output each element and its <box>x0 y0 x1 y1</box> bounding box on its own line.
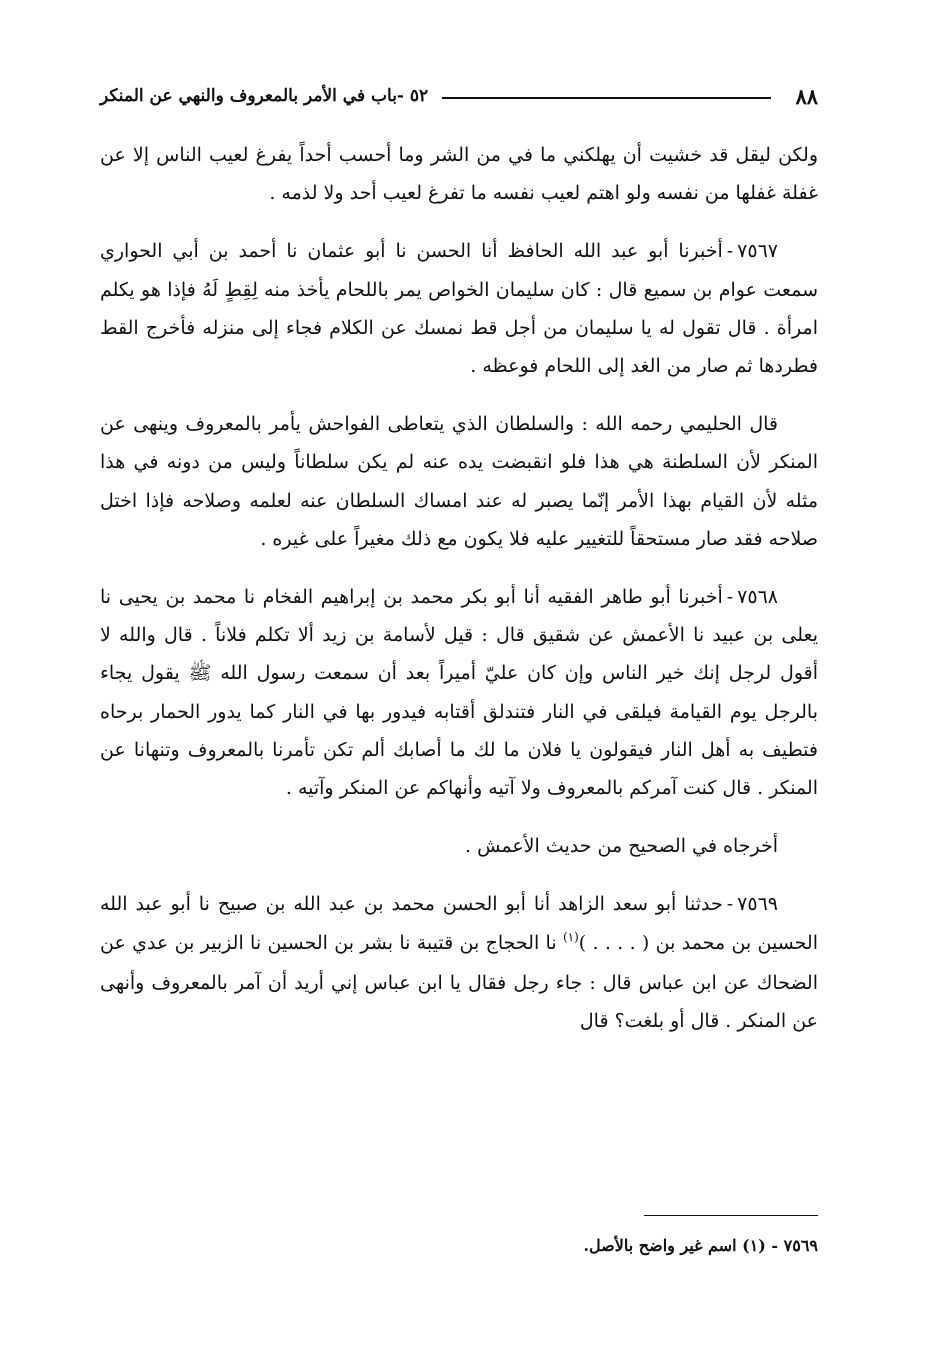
page-number: ٨٨ <box>795 83 818 109</box>
section-title: ٥٢ -باب في الأمر بالمعروف والنهي عن المنكر <box>100 86 429 106</box>
paragraph-text: ولكن ليقل قد خشيت أن يهلكني ما في من الشر وما أحسب أحداً يفرغ لعيب الناس إلا عن غفلة غفلها من نفسه ولو اهتم لعيب نفسه ما تفرغ لعيب أحد ولا لذمه . <box>100 144 818 205</box>
takhrij-note <box>100 827 818 865</box>
footnote-rule <box>644 1215 818 1216</box>
hadith-number: ٧٥٦٨ <box>737 586 778 609</box>
footnote-text: ٧٥٦٩ - (١) اسم غير واضح بالأصل. <box>583 1236 818 1255</box>
header-rule <box>442 97 771 99</box>
paragraph-text: أخرجاه في الصحيح من حديث الأعمش . <box>465 835 778 858</box>
number-separator: - <box>726 240 734 263</box>
hadith-number: ٧٥٦٩ <box>737 893 778 916</box>
number-separator: - <box>726 893 734 916</box>
hadith-text-part2: نا الحجاج بن قتيبة نا بشر بن الحسين نا الزبير بن عدي عن الضحاك عن ابن عباس قال : جاء رجل فقال يا ابن عباس إني أريد أن آمر بالمعروف وأنهى عن المنكر . قال أو بلغت؟ قال <box>100 931 818 1033</box>
hadith-7567 <box>100 232 818 385</box>
hadith-7568 <box>100 578 818 807</box>
hadith-text: أخبرنا أبو عبد الله الحافظ أنا الحسن نا أبو عثمان نا أحمد بن أبي الحواري سمعت عوام بن سميع قال : كان سليمان الخواص يمر باللحام يأخذ منه لِقِطٍ لَهُ فإذا هو يكلم امرأة . قال تقول له يا سليمان من أجل قط نمسك عن الكلام فجاء إلى منزله فأخرج القط فطردها ثم صار من الغد إلى اللحام فوعظه . <box>100 240 818 378</box>
footnote-reference[interactable]: (١) <box>562 929 579 944</box>
footnote <box>100 1232 818 1260</box>
page-header <box>100 80 818 112</box>
hadith-text: أخبرنا أبو طاهر الفقيه أنا أبو بكر محمد بن إبراهيم الفخام نا محمد بن يحيى نا يعلى بن عبيد نا الأعمش عن شقيق قال : قيل لأسامة بن زيد ألا تكلم فلاناً . قال والله لا أقول لرجل إنك خير الناس وإن كان عليّ أميراً بعد أن سمعت رسول الله ﷺ يقول يجاء بالرجل يوم القيامة فيلقى في النار فتندلق أقتابه فيدور بها في النار كما يدور الحمار برحاه فتطيف به أهل النار فيقولون يا فلان ما لك ما أصابك ألم تكن تأمرنا بالمعروف وتنهانا عن المنكر . قال كنت آمركم بالمعروف ولا آتيه وأنهاكم عن المنكر وآتيه . <box>100 586 818 800</box>
hadith-text-part1: حدثنا أبو سعد الزاهد أنا أبو الحسن محمد بن عبد الله بن صبيح نا أبو عبد الله الحسين بن محمد بن ( . . . . ) <box>100 893 818 954</box>
halimi-commentary <box>100 405 818 558</box>
paragraph-continuation <box>100 136 818 212</box>
paragraph-text: قال الحليمي رحمه الله : والسلطان الذي يتعاطى الفواحش يأمر بالمعروف وينهى عن المنكر لأن السلطنة هي هذا فلو انقبضت يده عنه لم يكن سلطاناً وليس من دونه في هذا مثله لأن القيام بهذا الأمر إنّما يصبر له عند امساك السلطان عنه لعلمه وصلاحه فإذا اختل صلاحه فقد صار مستحقاً للتغيير عليه فلا يكون مع ذلك مغيراً على غيره . <box>100 413 818 550</box>
main-text <box>100 136 818 1060</box>
hadith-number: ٧٥٦٧ <box>737 240 778 263</box>
number-separator: - <box>726 586 734 609</box>
hadith-7569 <box>100 885 818 1040</box>
